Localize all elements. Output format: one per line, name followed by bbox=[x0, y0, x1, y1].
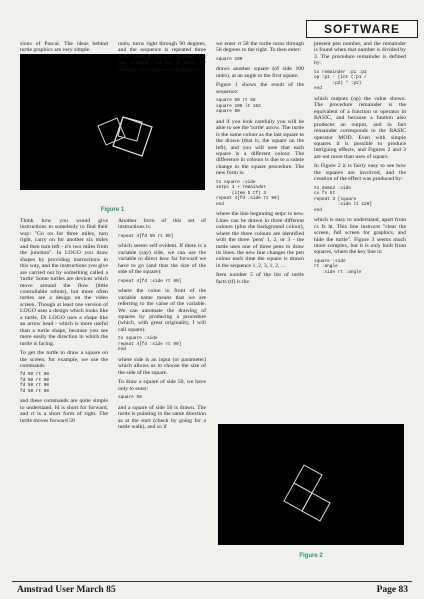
column-1 bbox=[20, 41, 108, 57]
paragraph: units, turns right through 90 degrees, and the sequence is repeated three more times. If you want to check this out, pretend you are a turtle by walking out a square on the ground. bbox=[118, 41, 206, 73]
code-block: to square :side repeat 4[fd :side rt 90] end bbox=[118, 336, 182, 353]
code-block: repeat 4[fd 50 rt 90] bbox=[118, 233, 174, 239]
column-2 bbox=[118, 41, 206, 73]
paragraph: we enter rt 58 the turtle turns through 58 degrees to the right. To then enter: bbox=[216, 41, 304, 54]
code-block: square 50 rt 58 square 100 lt 162 square 80 bbox=[216, 98, 261, 115]
paragraph: which seems self evident. If there is a variable (say) side, we can use the variable to direct how far forward we have to go (and thus the size of the side of the square): bbox=[118, 243, 206, 276]
code-block: square :side rt :angle :side rt :angle bbox=[314, 258, 362, 275]
paragraph: Item number 5 of the list of turtle facts (tf) is the bbox=[216, 272, 304, 285]
figure-2-caption: Figure 2 bbox=[299, 553, 323, 559]
footer-publication: Amstrad User March 85 bbox=[17, 585, 116, 595]
code-block: square 50 bbox=[118, 395, 142, 401]
footer-rule bbox=[12, 581, 412, 582]
code-block: square 100 bbox=[216, 56, 243, 62]
code-block: to square :side setpc 1 + remainder (item 5 tf) 3 repeat 4[fd :side rt 90] end bbox=[216, 179, 280, 207]
paragraph: and if you look carefully you will be able to see the 'turtle' arrow. The turtle is the same colour as the last square to the drawn (that is, the square on the left), and you will note that each square is a different colour. The difference in colours is due to a subtle change in the square procedure. The new form is: bbox=[216, 118, 304, 177]
paragraph: where the line beginning setpc is new. Lines can be drawn in three different colours (plus the background colour), where the three colours are identified with the three 'pens' 1, 2, or 3 - the turtle uses one of three pens to draw its lines. the new line changes the pen colour each time the square is drawn in the sequence 1, 2, 3, 1, 2, ... bbox=[216, 211, 304, 269]
figure-2-image bbox=[218, 424, 404, 545]
paragraph: In Figure 2 it is fairly easy to see how the squares are involved, and the creation of the effect was produced by: bbox=[314, 163, 406, 183]
code-block: to demo2 :side cs fs ht repeat 3 [square :side lt 120] end bbox=[314, 185, 372, 213]
figure-1-caption: Figure 1 bbox=[100, 207, 125, 213]
code-block: fd 50 rt 90 fd 50 rt 90 fd 50 rt 90 fd 50 rt 90 bbox=[20, 372, 49, 394]
paragraph: sions of Pascal. The ideas behind turtle graphics are very simple. bbox=[20, 41, 108, 54]
paragraph: draws another square (of side 100 units), at an angle to the first square. bbox=[216, 66, 304, 79]
code-block: repeat 4[fd :side rt 90] bbox=[118, 278, 182, 284]
figure-1-squares bbox=[20, 54, 205, 190]
paragraph: To draw a square of side 50, we have only to enter: bbox=[118, 379, 206, 392]
footer-page-number: Page 83 bbox=[376, 585, 408, 595]
column-4 bbox=[314, 41, 406, 279]
code-block: to remainder :p1 :p2 op :p1 - (int (:p1 / :p2) * :p2) end bbox=[314, 69, 367, 92]
paragraph: and these commands are quite simple to understand. fd is short for forward, and rt is a short form of right. The turtle moves forward 50 bbox=[20, 398, 108, 424]
figure-1-image bbox=[20, 54, 205, 190]
paragraph: Figure 1 shows the result of the sequence: bbox=[216, 82, 304, 95]
column-1-lower bbox=[20, 218, 108, 427]
section-header: SOFTWARE bbox=[306, 20, 418, 38]
paragraph: Think how you would give instructions to somebody to find their way: "Go on for three miles, turn right, carry on for another six miles and then turn left - it's two miles from the junction". In LOGO you draw shapes by providing instructions in this way, and the instructions you give are carried out by something called a 'turtle' Some turtles are devices which move around the flow (little controllable robots), but more often turtles are a design on the video screen. Though at least one version of LOGO uses a design which looks like a turtle, Dr LOGO uses a shape like an arrow head - which is more useful than a turtle shape, because you see more easily the direction in which the turtle is facing. bbox=[20, 218, 108, 347]
paragraph: which is easy to understand, apart from cs fs ht. This line instructs "clear the screen, full screen for graphics, and hide the turtle". Figure 3 seems much more complex, but it is only built from squares, where the key line is: bbox=[314, 217, 406, 256]
paragraph: and a square of side 50 is drawn. The turtle is pointing in the same direction as at the start (check by going for a turtle walk), and so if bbox=[118, 404, 206, 430]
paragraph: where side is an input (or parameter) which allows us to choose the size of the side of the square. bbox=[118, 356, 206, 376]
paragraph: To get the turtle to draw a square on the screen, for example, we use the commands bbox=[20, 350, 108, 369]
column-3 bbox=[216, 41, 304, 288]
paragraph: Another form of this set of instructions is: bbox=[118, 218, 206, 231]
column-2-lower bbox=[118, 218, 206, 433]
paragraph: where the colon in front of the variable name means that we are referring to the value of the variable. We can automate the drawing of squares by producing a procedure (which, with great originality, I will call square). bbox=[118, 288, 206, 333]
paragraph: present pen number, and the remainder is found when that number is divided by 3. The procedure remainder is defined by: bbox=[314, 41, 406, 67]
figure-2-squares bbox=[218, 424, 404, 545]
paragraph: which outputs (op) the value shown. The procedure remainder is the equivalent of a function or operator in BASIC, and because a funtion also produces an output, and in fact remainder corresponds to the BASIC operator MOD. Even with simple squares it is possible to produce intriguing effects, and Figures 2 and 3 are not more than uses of square. bbox=[314, 95, 406, 160]
